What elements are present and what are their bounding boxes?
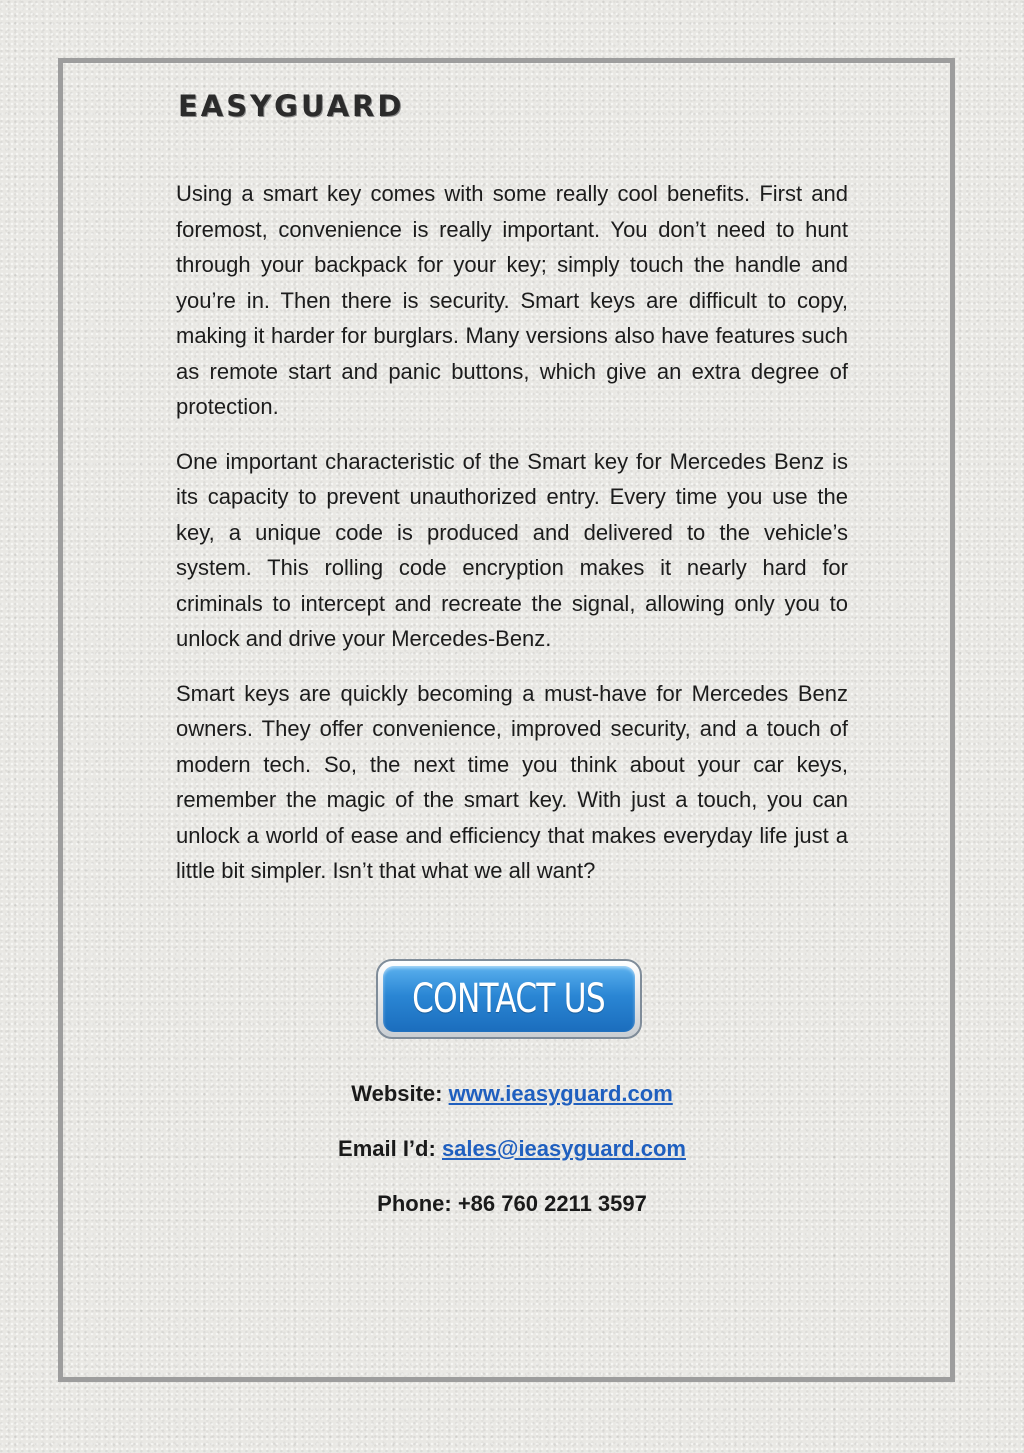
phone-value: +86 760 2211 3597 bbox=[457, 1191, 647, 1216]
email-label: Email I’d: bbox=[338, 1136, 436, 1161]
website-line bbox=[0, 1079, 1024, 1109]
phone-line bbox=[0, 1189, 1024, 1219]
website-link[interactable]: www.ieasyguard.com bbox=[448, 1081, 673, 1106]
phone-label: Phone: bbox=[377, 1191, 452, 1216]
article-paragraph-3: Smart keys are quickly becoming a must-have for Mercedes Benz owners. They offer convenience, improved security, and a touch of modern tech. So, the next time you think about your car keys, remember the magic of the smart key. With just a touch, you can unlock a world of ease and efficiency that makes everyday life just a little bit simpler. Isn’t that what we all want? bbox=[176, 680, 848, 883]
article-paragraph-1: Using a smart key comes with some really cool benefits. First and foremost, convenience is really important. You don’t need to hunt through your backpack for your key; simply touch the handle and you’re in. Then there is security. Smart keys are difficult to copy, making it harder for burglars. Many versions also have features such as remote start and panic buttons, which give an extra degree of protection. bbox=[176, 181, 848, 419]
contact-us-button[interactable] bbox=[376, 959, 642, 1039]
article-body bbox=[176, 176, 848, 908]
article-paragraph-2: One important characteristic of the Smart key for Mercedes Benz is its capacity to prevent unauthorized entry. Every time you use the key, a unique code is produced and delivered to the vehicle’s system. This rolling code encryption makes it nearly hard for criminals to intercept and recreate the signal, allowing only you to unlock and drive your Mercedes-Benz. bbox=[176, 448, 848, 651]
email-link[interactable]: sales@ieasyguard.com bbox=[441, 1136, 686, 1161]
brand-logo: EASYGUARD bbox=[178, 89, 405, 123]
website-label: Website: bbox=[351, 1081, 443, 1106]
contact-us-button-face bbox=[383, 966, 635, 1032]
email-line bbox=[0, 1134, 1024, 1164]
contact-us-button-label: CONTACT US bbox=[412, 976, 606, 1022]
